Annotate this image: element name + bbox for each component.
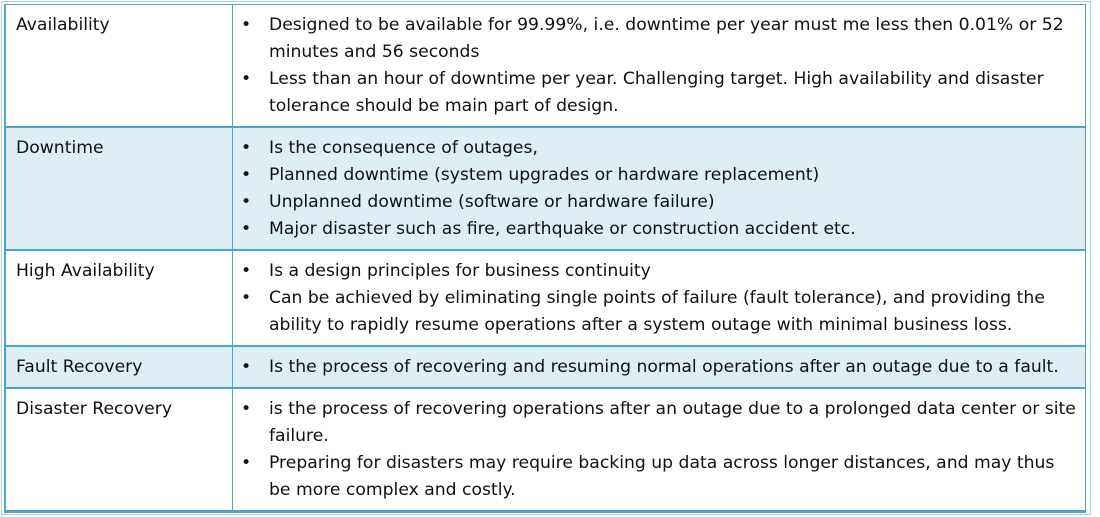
bullet-item: • Is the consequence of outages, xyxy=(233,135,1081,162)
bullet-item: • Is a design principles for business continuity xyxy=(233,258,1081,285)
bullet-item: • Can be achieved by eliminating single points of failure (fault tolerance), and providing the ability to rapidly resume operations after a system outage with minimal business loss. xyxy=(233,285,1081,339)
bullet-item: • Designed to be available for 99.99%, i.e. downtime per year must me less then 0.01% or 52 minutes and 56 seconds xyxy=(233,12,1081,66)
term-cell: High Availability xyxy=(5,250,233,346)
bullet-item: • Major disaster such as fire, earthquake or construction accident etc. xyxy=(233,216,1081,243)
definitions-table xyxy=(4,4,1086,513)
term-cell: Availability xyxy=(5,5,233,128)
bullet-list xyxy=(233,135,1081,243)
description-cell xyxy=(233,127,1086,250)
bullet-list xyxy=(233,354,1081,381)
bullet-list xyxy=(233,258,1081,339)
table-row-downtime xyxy=(5,127,1086,250)
bullet-item: • Planned downtime (system upgrades or hardware replacement) xyxy=(233,162,1081,189)
bullet-item: • Preparing for disasters may require backing up data across longer distances, and may thus be more complex and costly. xyxy=(233,450,1081,504)
bullet-item: • is the process of recovering operations after an outage due to a prolonged data center or site failure. xyxy=(233,396,1081,450)
table-row-disaster-recovery xyxy=(5,388,1086,512)
description-cell xyxy=(233,388,1086,512)
term-cell: Fault Recovery xyxy=(5,346,233,388)
table-row-high-availability xyxy=(5,250,1086,346)
bullet-list xyxy=(233,12,1081,120)
term-cell: Disaster Recovery xyxy=(5,388,233,512)
bullet-list xyxy=(233,396,1081,504)
bullet-item: • Unplanned downtime (software or hardware failure) xyxy=(233,189,1081,216)
table-row-availability xyxy=(5,5,1086,128)
term-cell: Downtime xyxy=(5,127,233,250)
bullet-item: • Less than an hour of downtime per year. Challenging target. High availability and disaster tolerance should be main part of design. xyxy=(233,66,1081,120)
description-cell xyxy=(233,346,1086,388)
table-row-fault-recovery xyxy=(5,346,1086,388)
description-cell xyxy=(233,5,1086,128)
bullet-item: • Is the process of recovering and resuming normal operations after an outage due to a fault. xyxy=(233,354,1081,381)
description-cell xyxy=(233,250,1086,346)
